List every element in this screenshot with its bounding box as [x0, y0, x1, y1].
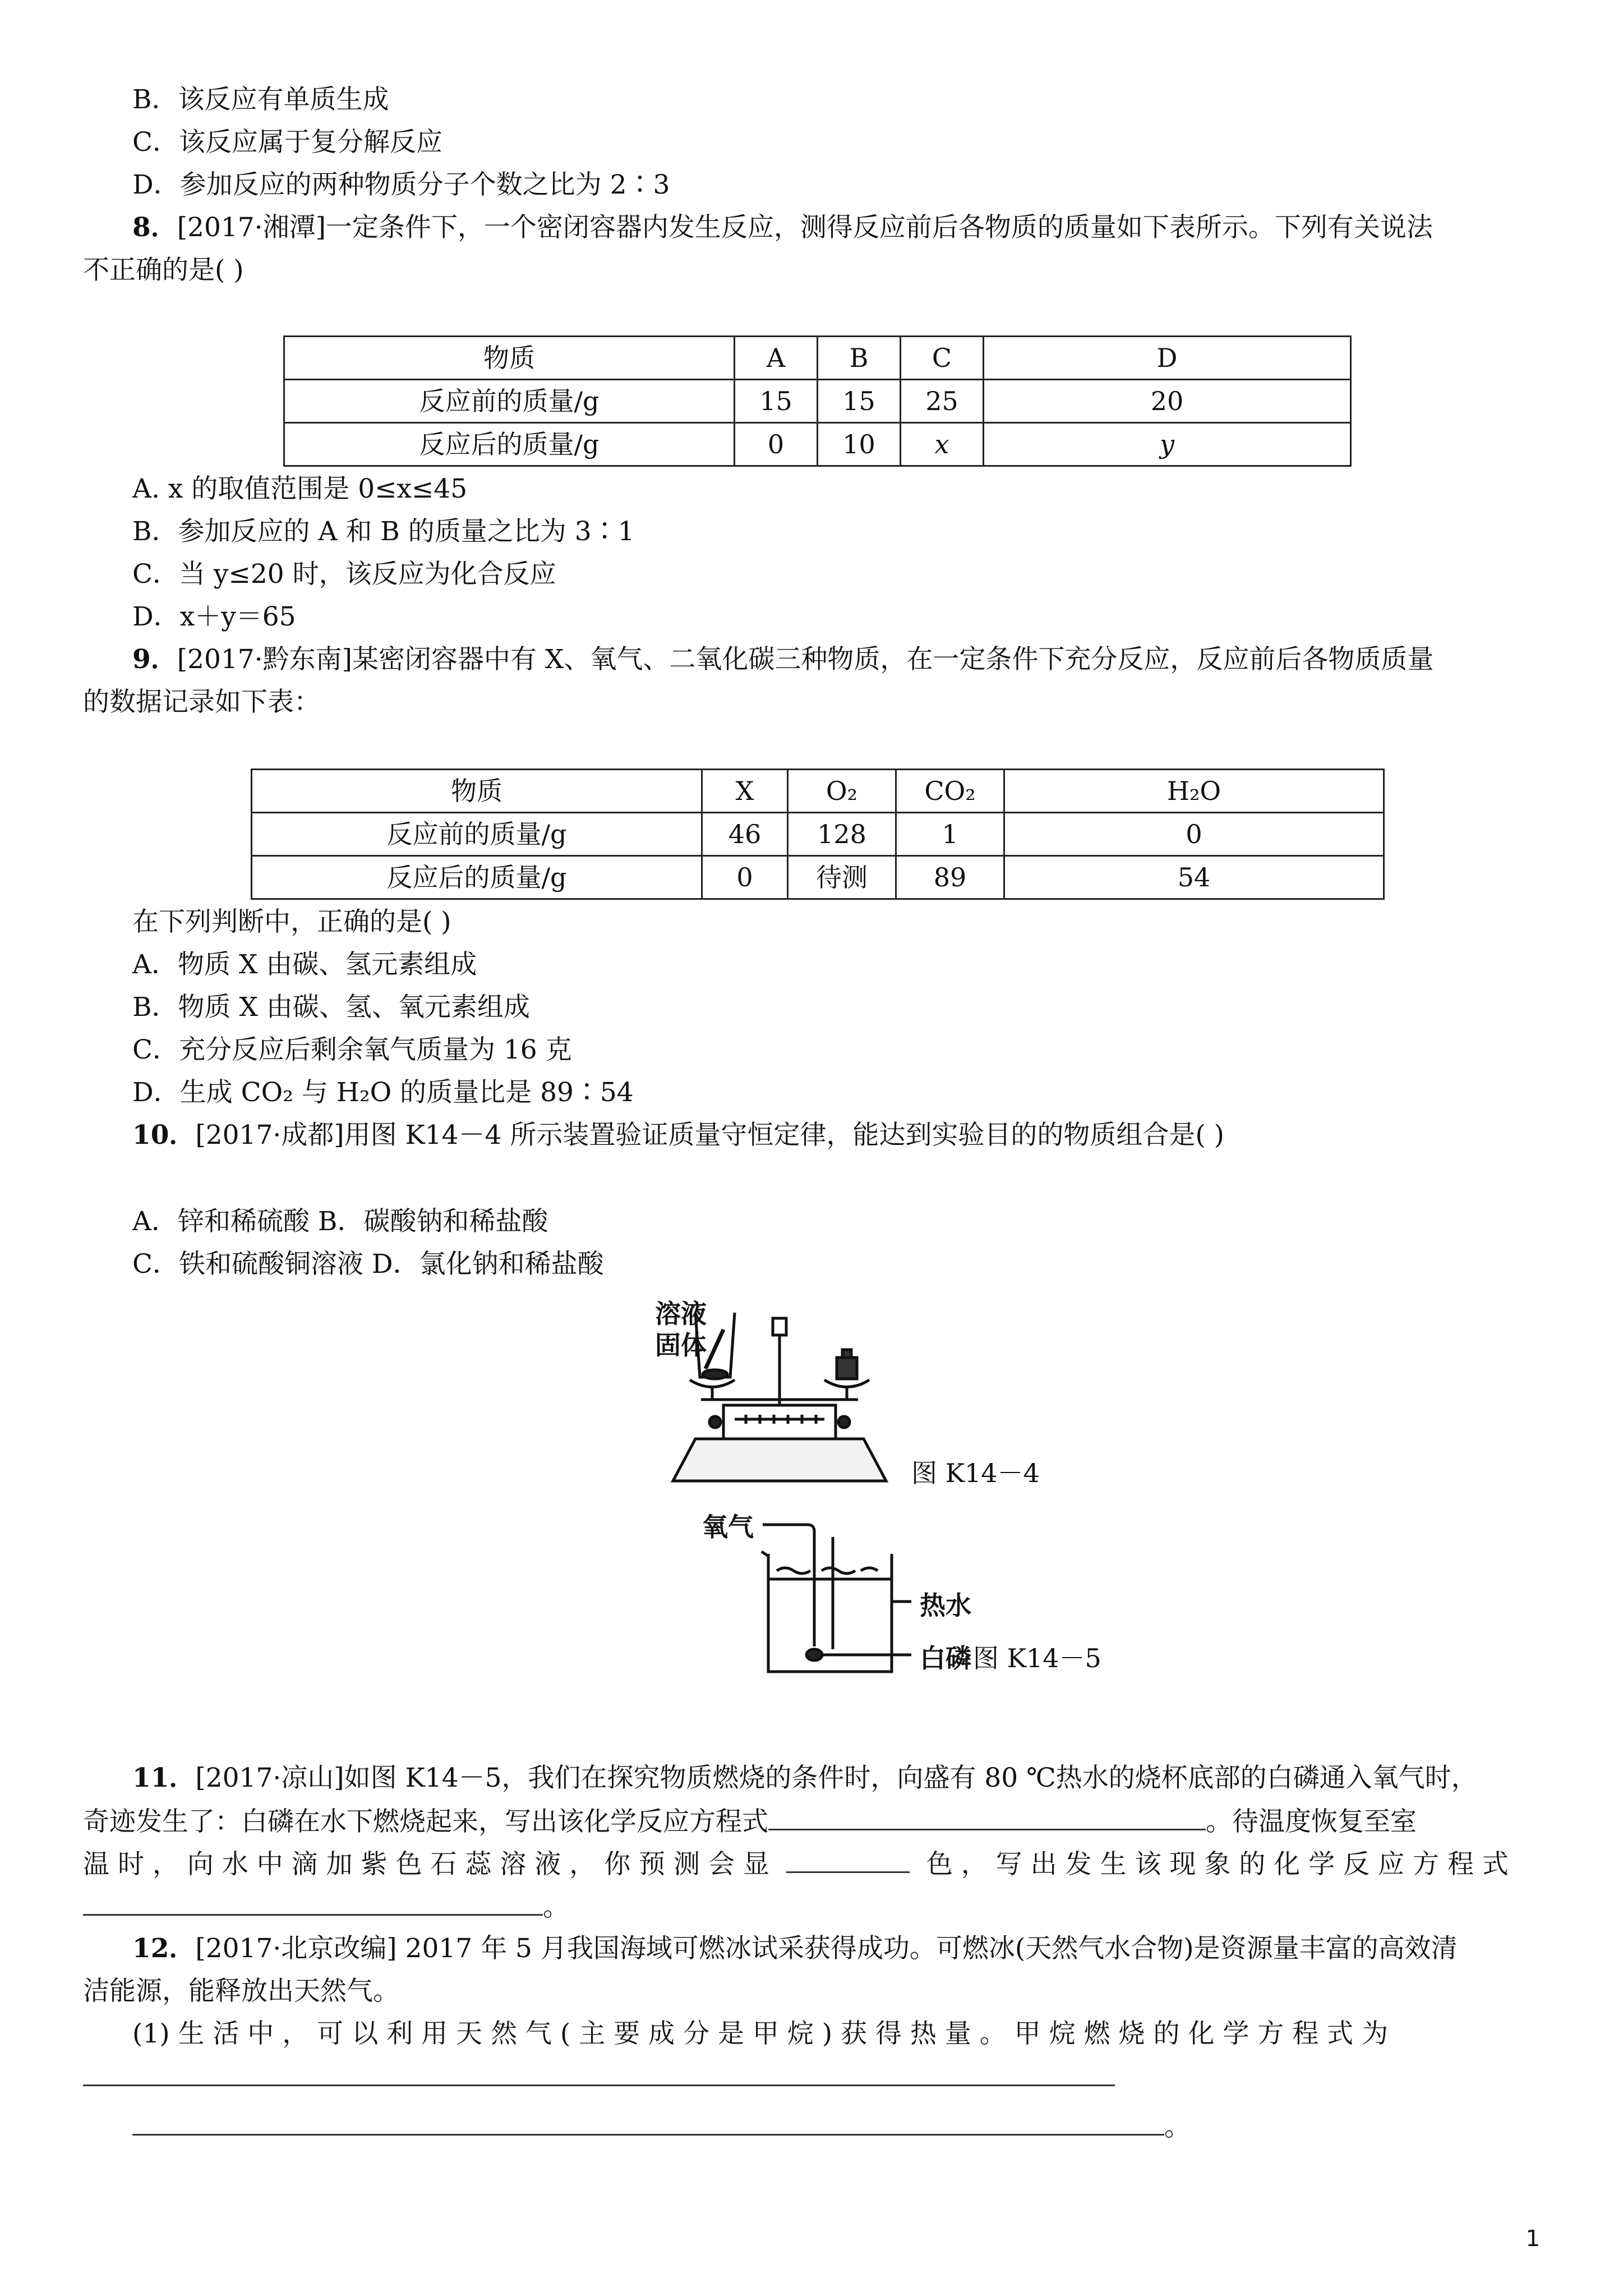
q9-stem-line1: 9．[2017·黔东南]某密闭容器中有 X、氧气、二氧化碳三种物质，在一定条件下充分反应，反应前后各物质质量 [132, 644, 1434, 675]
q9-number: 9． [132, 644, 177, 675]
q7-option-d: D．参加反应的两种物质分子个数之比为 2∶3 [132, 169, 670, 200]
q12-line1: 12．[2017·北京改编] 2017 年 5 月我国海域可燃冰试采获得成功。可燃冰(天然气水合物)是资源量丰富的高效清 [132, 1933, 1458, 1964]
q8-stem-line2: 不正确的是( ) [83, 255, 244, 286]
label-oxygen: 氧气 [702, 1512, 754, 1542]
q9-option-d: D．生成 CO₂ 与 H₂O 的质量比是 89∶54 [132, 1077, 634, 1108]
table-row: 物质 X O₂ CO₂ H₂O [252, 770, 1384, 813]
q8-stem-line1: 8．[2017·湘潭]一定条件下，一个密闭容器内发生反应，测得反应前后各物质的质量如下表所示。下列有关说法 [132, 212, 1433, 243]
q12-blank-line2: 。 [132, 2109, 1191, 2144]
beaker-figure [751, 1515, 920, 1677]
q11-line1: 11．[2017·凉山]如图 K14－5，我们在探究物质燃烧的条件时，向盛有 80 ℃热水的烧杯底部的白磷通入氧气时， [132, 1763, 1478, 1793]
label-hot-water: 热水 [920, 1590, 971, 1621]
q12-answer-blank-2[interactable] [132, 2109, 1164, 2136]
q8-option-b: B．参加反应的 A 和 B 的质量之比为 3∶1 [132, 516, 635, 547]
table-row: 物质 A B C D [284, 337, 1351, 380]
q9-table [251, 769, 1385, 900]
label-solution: 溶液 [655, 1299, 707, 1329]
q10-options-line2: C．铁和硫酸铜溶液 D．氯化钠和稀盐酸 [132, 1249, 604, 1280]
q10-options-line1: A．锌和稀硫酸 B．碳酸钠和稀盐酸 [132, 1206, 548, 1237]
q11-answer-blank-1[interactable] [768, 1804, 1206, 1830]
q10-stem: 10．[2017·成都]用图 K14－4 所示装置验证质量守恒定律，能达到实验目的的物质组合是( ) [132, 1120, 1224, 1151]
q8-option-a: A. x 的取值范围是 0≤x≤45 [132, 473, 468, 504]
table-row: 反应前的质量/g 15 15 25 20 [284, 380, 1351, 423]
q7-option-c: C．该反应属于复分解反应 [132, 127, 442, 158]
q11-line2: 奇迹发生了：白磷在水下燃烧起来，写出该化学反应方程式 。待温度恢复至室 [83, 1804, 1417, 1839]
q12-sub1: (1) 生 活 中 ， 可 以 利 用 天 然 气 ( 主 要 成 分 是 甲 烷 ) 获 得 热 量 。 甲 烷 燃 烧 的 化 学 方 程 式 为 [132, 2018, 1389, 2049]
q8-option-d: D．x＋y＝65 [132, 601, 296, 632]
q9-option-c: C．充分反应后剩余氧气质量为 16 克 [132, 1034, 572, 1065]
q11-line3: 温 时 ， 向 水 中 滴 加 紫 色 石 蕊 溶 液 ， 你 预 测 会 显 色 ， 写 出 发 生 该 现 象 的 化 学 反 应 方 程 式 [83, 1847, 1509, 1881]
q11-answer-blank-3[interactable] [83, 1889, 543, 1916]
q11-answer-blank-2[interactable] [786, 1847, 910, 1873]
figure-k14-4-caption: 图 K14－4 [911, 1458, 1040, 1488]
q8-option-c: C．当 y≤20 时，该反应为化合反应 [132, 559, 556, 590]
q11-number: 11． [132, 1763, 196, 1793]
table-row: 反应前的质量/g 46 128 1 0 [252, 813, 1384, 856]
q8-table [283, 335, 1352, 467]
q9-prompt: 在下列判断中，正确的是( ) [132, 907, 451, 937]
q11-line4: 。 [83, 1889, 569, 1924]
page-number: 1 [1525, 2226, 1540, 2252]
label-white-phosphorus: 白磷 [920, 1643, 971, 1673]
figure-k14-5-caption: 图 K14－5 [973, 1643, 1101, 1673]
q7-option-b: B．该反应有单质生成 [132, 84, 389, 115]
q12-line2: 洁能源，能释放出天然气。 [83, 1976, 399, 2007]
label-solid: 固体 [655, 1330, 707, 1360]
table-row: 反应后的质量/g 0 待测 89 54 [252, 856, 1384, 899]
q9-option-a: A．物质 X 由碳、氢元素组成 [132, 949, 477, 980]
q8-number: 8． [132, 212, 177, 243]
q12-blank-line1 [83, 2060, 1115, 2095]
q12-number: 12． [132, 1933, 196, 1964]
q10-number: 10． [132, 1120, 196, 1151]
q9-option-b: B．物质 X 由碳、氢、氧元素组成 [132, 992, 530, 1023]
table-row: 反应后的质量/g 0 10 x y [284, 423, 1351, 466]
q12-answer-blank-1[interactable] [83, 2060, 1115, 2086]
q9-stem-line2: 的数据记录如下表： [83, 687, 320, 717]
